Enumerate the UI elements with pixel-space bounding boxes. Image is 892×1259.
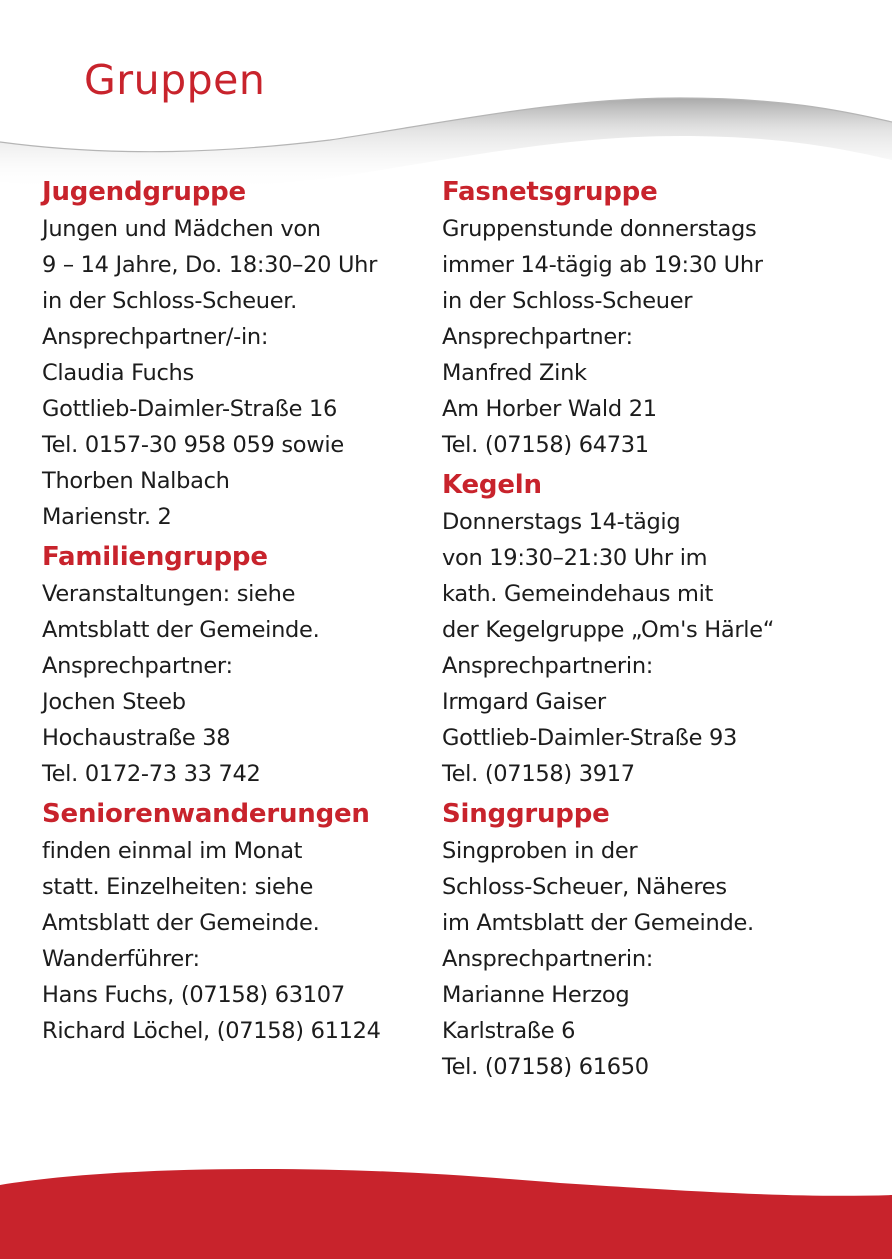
contact-phone: Hans Fuchs, (07158) 63107	[42, 982, 345, 1008]
section-seniorenwanderungen	[42, 796, 442, 1049]
section-body	[42, 576, 442, 792]
contact-address: Hochaustraße 38	[42, 725, 231, 751]
section-heading: Fasnetsgruppe	[442, 177, 658, 207]
text-line: von 19:30–21:30 Uhr im	[442, 545, 708, 571]
text-line: Ansprechpartner/-in:	[42, 324, 269, 350]
text-line: Jungen und Mädchen von	[42, 216, 321, 242]
contact-name: Jochen Steeb	[42, 689, 186, 715]
section-kegeln	[442, 467, 842, 792]
text-line: Singproben in der	[442, 838, 638, 864]
section-heading: Kegeln	[442, 470, 542, 500]
left-column	[42, 174, 442, 1053]
text-line: Gruppenstunde donnerstags	[442, 216, 757, 242]
text-line: Ansprechpartnerin:	[442, 653, 654, 679]
section-jugendgruppe	[42, 174, 442, 535]
footer-band	[0, 1169, 892, 1259]
text-line: finden einmal im Monat	[42, 838, 303, 864]
contact-address: Am Horber Wald 21	[442, 396, 657, 422]
text-line: Amtsblatt der Gemeinde.	[42, 617, 320, 643]
text-line: Amtsblatt der Gemeinde.	[42, 910, 320, 936]
contact-phone: Tel. 0172-73 33 742	[42, 761, 261, 787]
contact-phone: Tel. (07158) 3917	[442, 761, 635, 787]
contact-phone: Richard Löchel, (07158) 61124	[42, 1018, 381, 1044]
contact-phone: Tel. 0157-30 958 059 sowie	[42, 432, 344, 458]
contact-address: Gottlieb-Daimler-Straße 16	[42, 396, 338, 422]
text-line: in der Schloss-Scheuer.	[42, 288, 297, 314]
text-line: statt. Einzelheiten: siehe	[42, 874, 314, 900]
text-line: 9 – 14 Jahre, Do. 18:30–20 Uhr	[42, 252, 378, 278]
contact-name: Manfred Zink	[442, 360, 587, 386]
text-line: Ansprechpartner:	[42, 653, 233, 679]
text-line: Veranstaltungen: siehe	[42, 581, 296, 607]
section-body	[42, 211, 442, 535]
text-line: kath. Gemeindehaus mit	[442, 581, 714, 607]
text-line: Donnerstags 14-tägig	[442, 509, 681, 535]
contact-address: Gottlieb-Daimler-Straße 93	[442, 725, 738, 751]
text-line: Wanderführer:	[42, 946, 200, 972]
section-body	[442, 504, 842, 792]
section-body	[442, 833, 842, 1085]
section-heading: Seniorenwanderungen	[42, 799, 370, 829]
section-fasnetsgruppe	[442, 174, 842, 463]
text-line: Schloss-Scheuer, Näheres	[442, 874, 727, 900]
text-line: Ansprechpartnerin:	[442, 946, 654, 972]
contact-name: Marianne Herzog	[442, 982, 630, 1008]
contact-address: Marienstr. 2	[42, 504, 172, 530]
right-column	[442, 174, 842, 1089]
section-singgruppe	[442, 796, 842, 1085]
section-heading: Singgruppe	[442, 799, 610, 829]
page-title: Gruppen	[84, 56, 266, 104]
section-body	[42, 833, 442, 1049]
text-line: im Amtsblatt der Gemeinde.	[442, 910, 754, 936]
contact-address: Karlstraße 6	[442, 1018, 576, 1044]
section-familiengruppe	[42, 539, 442, 792]
contact-name: Thorben Nalbach	[42, 468, 230, 494]
section-body	[442, 211, 842, 463]
text-line: immer 14-tägig ab 19:30 Uhr	[442, 252, 763, 278]
section-heading: Familiengruppe	[42, 542, 268, 572]
text-line: in der Schloss-Scheuer	[442, 288, 693, 314]
contact-phone: Tel. (07158) 64731	[442, 432, 649, 458]
contact-name: Claudia Fuchs	[42, 360, 194, 386]
footer-wave-decoration	[0, 1150, 892, 1259]
contact-phone: Tel. (07158) 61650	[442, 1054, 649, 1080]
contact-name: Irmgard Gaiser	[442, 689, 606, 715]
text-line: Ansprechpartner:	[442, 324, 633, 350]
text-line: der Kegelgruppe „Om's Härle“	[442, 617, 775, 643]
section-heading: Jugendgruppe	[42, 177, 246, 207]
